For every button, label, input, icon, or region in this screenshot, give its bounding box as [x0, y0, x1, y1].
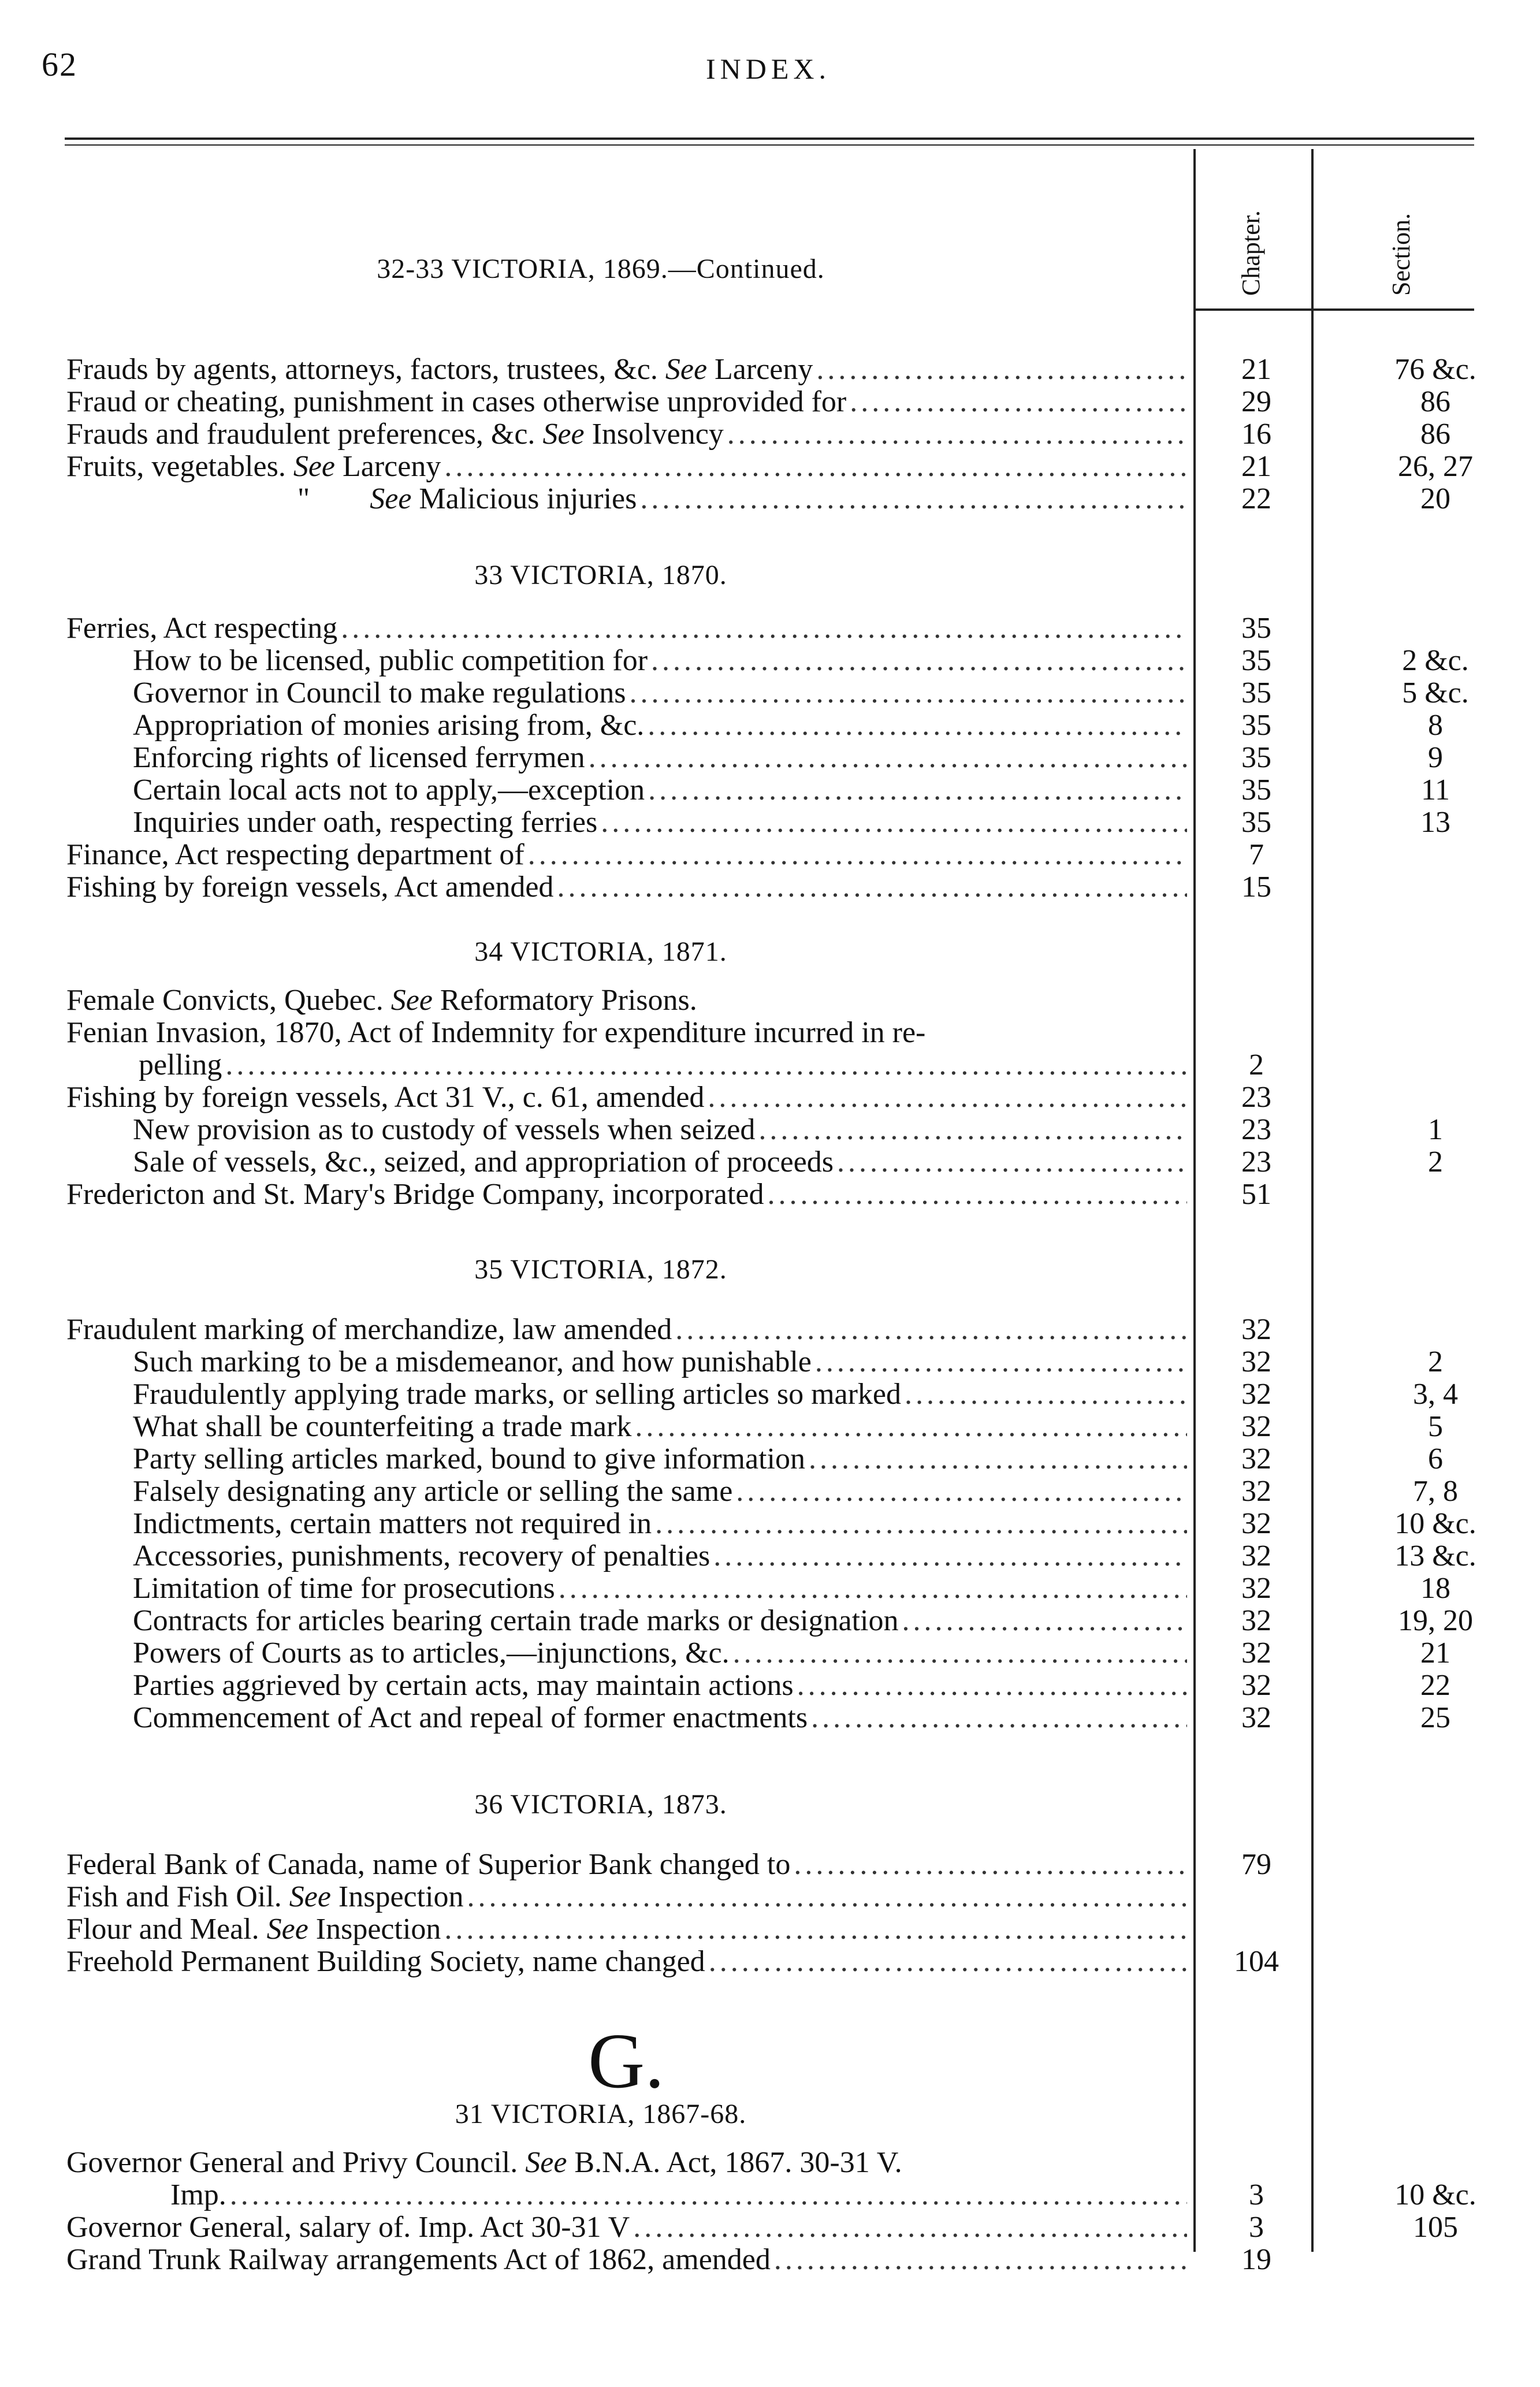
section-column-divider [1311, 149, 1314, 2252]
section-column-header: Section. [1387, 213, 1415, 296]
section-heading: 34 VICTORIA, 1871. [474, 936, 727, 967]
chapter-column-divider [1193, 149, 1196, 2252]
page-number: 62 [42, 46, 77, 83]
top-rule-thin [65, 144, 1474, 146]
section-heading: 36 VICTORIA, 1873. [474, 1789, 727, 1820]
column-head-rule [1193, 308, 1474, 311]
page-title: INDEX. [706, 53, 831, 85]
section-heading: 31 VICTORIA, 1867-68. [455, 2099, 747, 2129]
section-heading: 35 VICTORIA, 1872. [474, 1254, 727, 1285]
section-heading: 32-33 VICTORIA, 1869.—Continued. [377, 254, 825, 284]
letter-heading: G. [588, 2018, 665, 2105]
chapter-column-header: Chapter. [1237, 210, 1265, 296]
section-heading: 33 VICTORIA, 1870. [474, 560, 727, 590]
top-rule [65, 137, 1474, 140]
